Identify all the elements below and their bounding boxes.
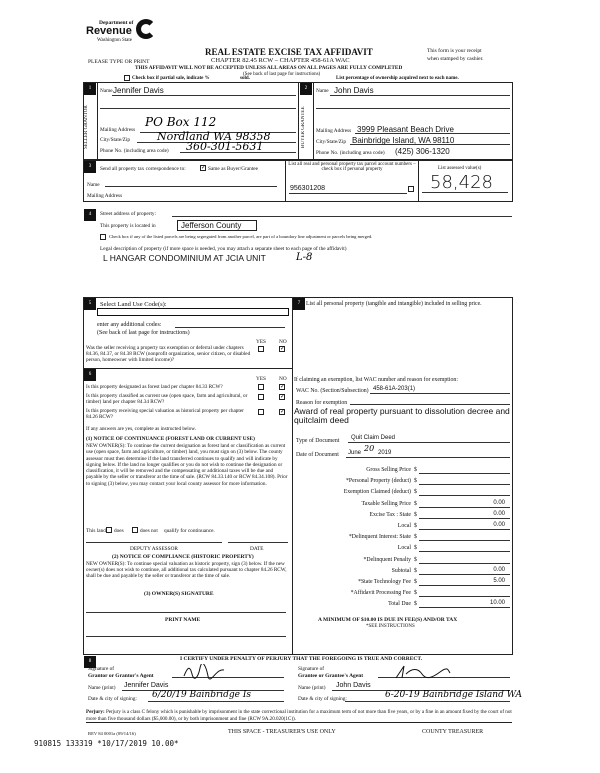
fee-label: *State Technology Fee xyxy=(358,579,411,585)
fee-line xyxy=(419,585,510,586)
certify-statement: I CERTIFY UNDER PENALTY OF PERJURY THAT THE FOREGOING IS TRUE AND CORRECT. xyxy=(180,656,423,662)
line xyxy=(348,442,510,443)
does-not-checkbox[interactable] xyxy=(132,527,138,533)
fee-value[interactable]: 5.00 xyxy=(493,578,505,584)
fee-label: Excise Tax : State xyxy=(369,511,411,518)
fee-line xyxy=(419,473,510,474)
grantee-date-label: Date & city of signing: xyxy=(298,696,347,702)
partial-sale-label: Check box if partial sale, indicate % xyxy=(132,76,210,81)
please-type: PLEASE TYPE OR PRINT xyxy=(88,59,150,65)
no-header: NO xyxy=(279,339,287,345)
forest-yes-checkbox[interactable] xyxy=(258,384,264,390)
divider xyxy=(292,297,293,655)
assessed-header: List assessed value(s) xyxy=(438,166,482,171)
grantor-name[interactable]: Jennifer Davis xyxy=(124,682,169,689)
fee-label: *Personal Property (deduct) xyxy=(345,478,411,485)
seller-phone[interactable]: 360-301-5631 xyxy=(186,140,264,153)
sold-label: sold. xyxy=(240,76,250,81)
buyer-city-label: City/State/Zip xyxy=(316,139,347,145)
same-as-buyer-label: Same as Buyer/Grantee xyxy=(208,166,259,172)
county-field[interactable]: Jefferson County xyxy=(177,220,257,231)
section-6-badge: 6 xyxy=(84,369,96,381)
exemption-no-checkbox[interactable]: ✓ xyxy=(280,346,286,352)
land-use-label: Select Land Use Code(s): xyxy=(100,301,167,308)
line xyxy=(316,108,510,109)
notice-compliance-title: (2) NOTICE OF COMPLIANCE (HISTORIC PROPERTY) xyxy=(112,554,254,560)
minimum-due: A MINIMUM OF $10.00 IS DUE IN FEE(S) AND/OR TAX xyxy=(318,617,458,623)
doc-date-month[interactable]: June xyxy=(348,450,362,456)
exemption-intro: If claiming an exemption, list WAC number and reason for exemption: xyxy=(294,377,458,383)
segregated-checkbox[interactable] xyxy=(100,234,106,240)
wac-number[interactable]: 458-61A-203(1) xyxy=(373,386,416,392)
fee-label: Local xyxy=(397,523,411,529)
currency-symbol: $ xyxy=(414,579,417,585)
date-label: DATE xyxy=(250,546,264,552)
grantor-date-city[interactable]: 6/20/19 Bainbridge Is xyxy=(152,690,252,700)
see-instructions: *SEE INSTRUCTIONS xyxy=(366,624,415,629)
historic-no-checkbox[interactable]: ✓ xyxy=(280,409,286,415)
buyer-phone[interactable]: (425) 306-1320 xyxy=(395,147,450,156)
fee-line xyxy=(419,507,510,508)
grantee-date-city[interactable]: 6-20-19 Bainbridge Island WA xyxy=(385,690,523,700)
buyer-city[interactable]: Bainbridge Island, WA 98110 xyxy=(352,136,455,145)
line xyxy=(180,152,296,153)
does-checkbox[interactable] xyxy=(106,527,112,533)
grantee-name[interactable]: John Davis xyxy=(336,682,371,689)
personal-property-label: List all personal property (tangible and intangible) included in selling price. xyxy=(306,301,482,307)
notice-continuance-title: (1) NOTICE OF CONTINUANCE (FOREST LAND OR CURRENT USE) xyxy=(86,436,255,442)
fee-value[interactable]: 0.00 xyxy=(493,522,505,528)
divider xyxy=(97,83,98,160)
currency-symbol: $ xyxy=(414,511,417,518)
receipt-note-2: when stamped by cashier. xyxy=(427,56,484,62)
fee-label: Exemption Claimed (deduct) xyxy=(343,489,411,496)
if-yes-note: If any answers are yes, complete as instructed below. xyxy=(86,426,197,432)
grantee-sig-of: Signature of xyxy=(298,666,325,672)
exemption-reason[interactable]: Award of real property pursuant to dissolution decree and quitclaim deed xyxy=(294,406,510,425)
notice-compliance-text: NEW OWNER(S): To continue special valuation as historic property, sign (3) below. If the new owner(s) does not wish to continue, all additional tax calculated pursuant to chapter 84.26 RCW, shall be due and payable by the seller or transferor at the time of sale. xyxy=(86,561,287,579)
seller-city[interactable]: Nordland WA 98358 xyxy=(157,130,271,143)
fee-line xyxy=(419,574,510,575)
line xyxy=(350,144,510,145)
fee-label: *Delinquent Interest: State xyxy=(348,534,411,541)
currency-symbol: $ xyxy=(414,590,417,597)
fee-value[interactable]: 0.00 xyxy=(493,510,505,517)
fee-label: *Affidavit Processing Fee xyxy=(350,590,411,597)
street-address-field[interactable] xyxy=(172,216,512,217)
parcel-number[interactable]: 956301208 xyxy=(290,185,326,192)
perjury-label: Perjury: xyxy=(86,709,105,715)
send-correspondence-label: Send all property tax correspondence to: xyxy=(100,166,186,172)
fee-line xyxy=(419,540,510,541)
warning: THIS AFFIDAVIT WILL NOT BE ACCEPTED UNLESS ALL AREAS ON ALL PAGES ARE FULLY COMPLETED xyxy=(135,65,403,71)
fee-line xyxy=(419,607,510,608)
seller-name[interactable]: Jennifer Davis xyxy=(113,86,164,95)
fee-line xyxy=(419,518,510,519)
grantor-date-label: Date & city of signing: xyxy=(88,696,137,702)
fee-line xyxy=(419,484,510,485)
buyer-name-label: Name xyxy=(316,88,329,94)
legal-description-label: Legal description of property (if more space is needed, you may attach a separate sheet to each page of the affidavit) xyxy=(100,246,347,252)
line xyxy=(370,393,510,394)
reason-label: Reason for exemption xyxy=(296,400,348,406)
corr-name-label: Name xyxy=(87,182,100,188)
assessor-date-field[interactable] xyxy=(228,542,288,543)
corr-name-field[interactable] xyxy=(105,186,277,187)
line xyxy=(355,133,510,134)
buyer-mail-label: Mailing Address xyxy=(316,128,352,134)
seller-phone-label: Phone No. (including area code) xyxy=(100,148,169,154)
fee-line xyxy=(419,563,510,564)
section-4-badge: 4 xyxy=(84,209,96,221)
currency-symbol: $ xyxy=(414,567,417,574)
additional-codes-label: enter any additional codes: xyxy=(97,322,162,328)
line xyxy=(148,701,284,702)
line xyxy=(422,192,508,193)
grantor-name-label: Name (print) xyxy=(88,685,116,691)
deputy-assessor-signature[interactable] xyxy=(86,542,222,543)
fee-value[interactable]: 10.00 xyxy=(489,600,505,607)
section-8-badge: 8 xyxy=(84,656,96,668)
parcel-header: List all real and personal property tax parcel account numbers – check box if personal property xyxy=(288,162,416,172)
list-percentage: List percentage of ownership acquired next to each name. xyxy=(336,76,459,81)
historic-question: Is this property receiving special valuation as historical property per chapter 84.26 RCW? xyxy=(86,408,244,420)
grantee-name-label: Name (print) xyxy=(298,685,326,691)
buyer-mail[interactable]: 3999 Pleasant Beach Drive xyxy=(357,125,454,134)
historic-yes-checkbox[interactable] xyxy=(258,409,264,415)
fee-label: Subtotal xyxy=(391,567,411,574)
line xyxy=(112,95,296,96)
print-name-field[interactable] xyxy=(86,636,286,637)
legal-description[interactable]: L HANGAR CONDOMINIUM AT JCIA UNIT xyxy=(103,253,266,263)
buyer-name[interactable]: John Davis xyxy=(334,86,374,95)
line xyxy=(350,404,510,405)
line xyxy=(330,95,510,96)
currency-symbol: $ xyxy=(414,500,417,507)
doc-date-label: Date of Document xyxy=(296,452,339,458)
doc-type[interactable]: Quit Claim Deed xyxy=(351,435,396,441)
cashier-stamp: 910815 133319 *10/17/2019 10.00* xyxy=(34,739,179,748)
qualify-label: qualify for continuance. xyxy=(164,528,215,534)
line xyxy=(345,701,510,702)
form-title: REAL ESTATE EXCISE TAX AFFIDAVIT xyxy=(205,47,373,57)
seller-name-label: Name xyxy=(100,88,113,94)
yes-header: YES xyxy=(256,339,267,345)
grantee-signature-icon xyxy=(392,664,452,680)
fee-label: Taxable Selling Price xyxy=(361,500,411,507)
receipt-note-1: This form is your receipt xyxy=(427,48,482,54)
revenue-logo-icon xyxy=(136,19,156,39)
yes-header: YES xyxy=(256,376,267,382)
fee-value[interactable]: 0.00 xyxy=(493,566,505,573)
treasurer-use: THIS SPACE - TREASURER'S USE ONLY xyxy=(228,729,336,735)
assessed-value[interactable]: 58,428 xyxy=(430,172,493,193)
same-as-buyer-checkbox[interactable]: ✓ xyxy=(201,165,207,171)
seller-mail-label: Mailing Address xyxy=(100,127,136,133)
print-name-label: PRINT NAME xyxy=(165,617,201,623)
perjury-notice xyxy=(86,709,512,723)
exemption-question: Was the seller receiving a property tax exemption or deferral under chapters 84.36, 84.37, or 84.38 RCW (nonprofit organization, senior citizen, or disabled person, homeowner with limited income)? xyxy=(86,345,251,363)
line xyxy=(100,108,296,109)
currency-symbol: $ xyxy=(414,556,417,563)
buyer-phone-label: Phone No. (including area code) xyxy=(316,150,385,156)
seller-side-label: SELLER GRANTOR xyxy=(84,105,89,150)
current-use-no-checkbox[interactable]: ✓ xyxy=(280,394,286,400)
seller-mail[interactable]: PO Box 112 xyxy=(145,115,217,129)
section-7-badge: 7 xyxy=(293,298,305,310)
legal-unit-handwritten: L-8 xyxy=(296,252,313,263)
this-land-label: This land xyxy=(86,528,106,534)
grantor-signature-icon xyxy=(180,664,228,680)
personal-property-checkbox[interactable] xyxy=(408,186,414,192)
grantee-agent-label: Grantee or Grantee's Agent xyxy=(298,673,364,679)
fee-label: Gross Selling Price xyxy=(366,467,411,473)
street-address-label: Street address of property: xyxy=(100,211,157,217)
additional-codes-field[interactable] xyxy=(175,327,285,328)
line xyxy=(346,457,510,458)
currency-symbol: $ xyxy=(414,601,417,608)
divider xyxy=(313,83,314,160)
chapter-line: CHAPTER 82.45 RCW – CHAPTER 458-61A WAC xyxy=(211,57,350,64)
doc-type-label: Type of Document xyxy=(296,438,340,444)
section-3-badge: 3 xyxy=(84,161,96,173)
logo-sub: Washington State xyxy=(97,38,133,43)
located-in-label: This property is located in xyxy=(100,223,156,229)
section-1-badge: 1 xyxy=(84,83,96,95)
forest-no-checkbox[interactable]: ✓ xyxy=(280,384,286,390)
current-use-yes-checkbox[interactable] xyxy=(258,394,264,400)
fee-label: Local xyxy=(397,545,411,552)
currency-symbol: $ xyxy=(414,478,417,485)
currency-symbol: $ xyxy=(414,489,417,496)
owner-signature-title: (3) OWNER(S) SIGNATURE xyxy=(144,591,214,597)
current-use-question: Is this property classified as current use (open space, farm and agricultural, or timber) land per chapter 84.34 RCW? xyxy=(86,393,248,405)
grantor-sig-of: Signature of xyxy=(88,666,115,672)
doc-date-year[interactable]: 2019 xyxy=(378,450,392,456)
fee-line xyxy=(419,596,510,597)
owner-signature-field[interactable] xyxy=(86,612,286,613)
see-back: (See back of last page for instructions) xyxy=(243,72,321,77)
fee-label: Total Due xyxy=(388,601,411,608)
rev-number: REV 84 0001a (09/14/16) xyxy=(88,731,136,736)
wac-label: WAC No. (Section/Subsection) xyxy=(296,388,369,394)
fee-value[interactable]: 0.00 xyxy=(493,499,505,506)
no-header: NO xyxy=(279,376,287,382)
divider xyxy=(83,368,292,369)
fee-line xyxy=(419,529,510,530)
fee-line xyxy=(419,495,510,496)
buyer-side-label: BUYER GRANTEE xyxy=(301,106,306,149)
currency-symbol: $ xyxy=(414,523,417,529)
notice-continuance-text: NEW OWNER(S): To continue the current designation as forest land or classification as current use (open space, farm and agriculture, or timber) land, you must sign on (3) below. The county assessor must then determine if the land transferred continues to qualify and will indicate by signing below. If the land no longer qualifies or you do not wish to continue the designation or classification, it will be removed and the compensating or additional taxes will be due and payable by the seller or transferor at the time of sale. (RCW 84.33.140 or RCW 84.34.108). Prior to signing (3) below, you may contact your local county assessor for more information. xyxy=(86,443,288,487)
currency-symbol: $ xyxy=(414,545,417,552)
deputy-assessor-label: DEPUTY ASSESSOR xyxy=(130,546,178,552)
does-not-label: does not xyxy=(140,528,158,534)
logo-top: Department of xyxy=(99,20,134,26)
segregated-label: Check box if any of the listed parcels are being segregated from another parcel, are part of a boundary line adjustment or parcels being merged. xyxy=(109,234,373,239)
logo-main: Revenue xyxy=(86,25,132,37)
section-2-badge: 2 xyxy=(300,83,312,95)
perjury-text: Perjury is a class C felony which is punishable by imprisonment in the state correctional institution for a maximum term of not more than five years, or by a fine in an amount fixed by the court of not more than five thousand dollars ($5,000.00), or by both imprisonment and fine (RCW 9A.20.020(1C)). xyxy=(86,709,512,722)
fee-line xyxy=(419,551,510,552)
doc-date-day: 20 xyxy=(364,444,375,453)
divider xyxy=(298,82,299,160)
does-label: does xyxy=(114,528,124,534)
partial-sale-checkbox[interactable] xyxy=(124,75,130,81)
section-5-badge: 5 xyxy=(84,298,96,310)
see-back-instructions: (See back of last page for instructions) xyxy=(97,330,190,336)
forest-question: Is this property designated as forest land per chapter 84.33 RCW? xyxy=(86,384,223,390)
currency-symbol: $ xyxy=(414,534,417,541)
corr-mail-label: Mailing Address xyxy=(87,193,123,199)
exemption-yes-checkbox[interactable] xyxy=(258,346,264,352)
seller-city-label: City/State/Zip xyxy=(100,137,131,143)
land-use-code-input[interactable] xyxy=(97,308,289,316)
grantor-agent-label: Grantor or Grantor's Agent xyxy=(88,673,154,679)
line xyxy=(289,193,407,194)
county-treasurer: COUNTY TREASURER xyxy=(422,729,484,735)
divider xyxy=(418,160,419,202)
currency-symbol: $ xyxy=(414,467,417,473)
fee-label: *Delinquent Penalty xyxy=(363,556,411,563)
